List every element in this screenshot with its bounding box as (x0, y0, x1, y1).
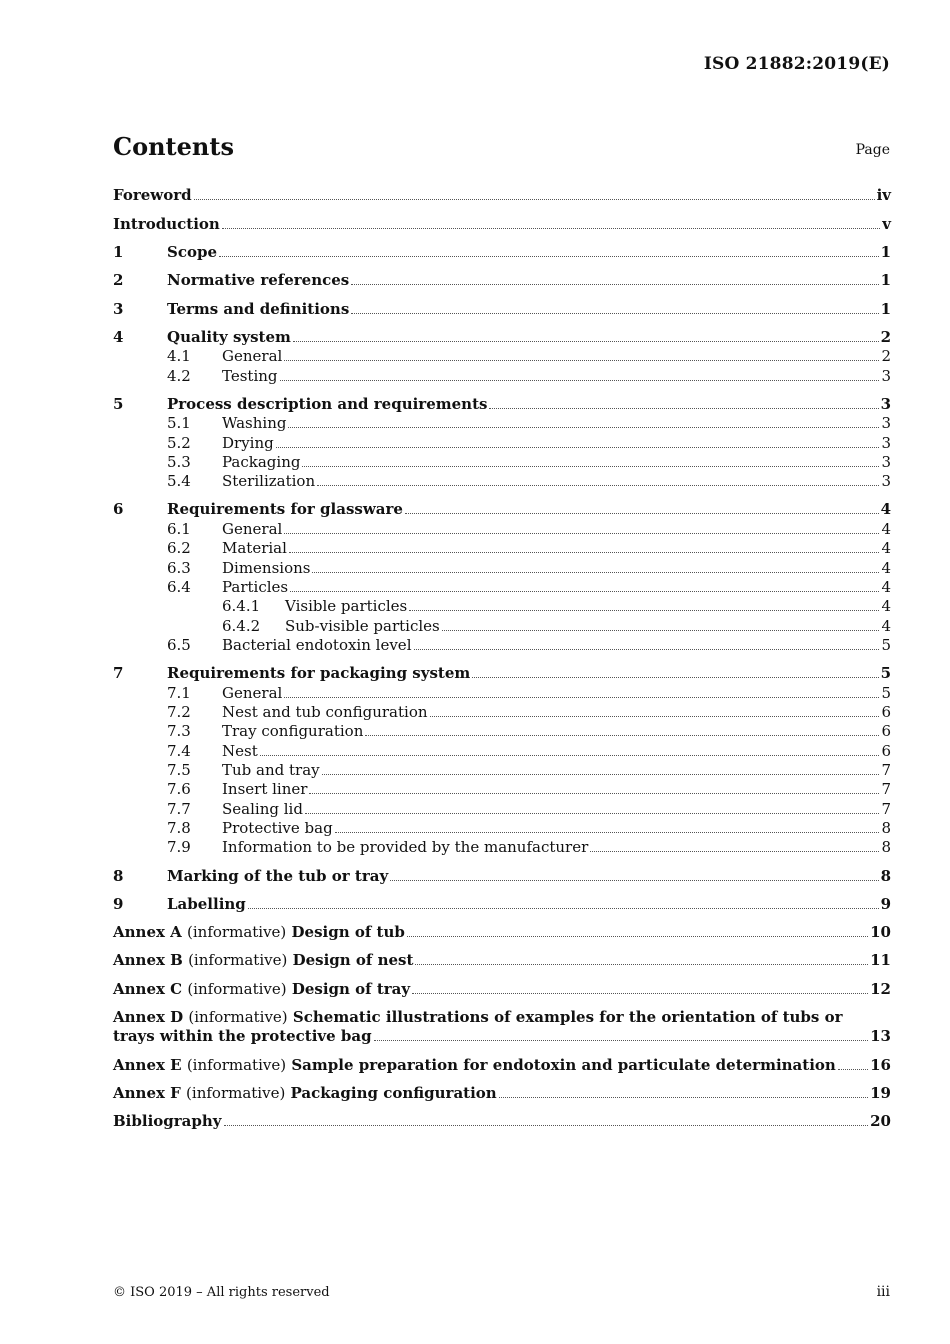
toc-leader (322, 773, 880, 775)
annex-label: Annex F (113, 1084, 181, 1103)
toc-entry-9[interactable] (113, 886, 891, 914)
toc-leader (219, 255, 879, 257)
page-number: iii (876, 1284, 890, 1300)
toc-title: Information to be provided by the manufacturer (222, 838, 589, 857)
toc-leader (305, 812, 880, 814)
annex-kind: (informative) (186, 1055, 287, 1074)
toc-title: Requirements for glassware (167, 500, 403, 519)
toc-number: 7 (113, 664, 124, 683)
toc-entry-8[interactable] (113, 857, 891, 885)
toc-title: Particles (222, 577, 289, 596)
toc-page: 5 (881, 635, 891, 654)
toc-entry-7-9[interactable] (113, 838, 891, 857)
toc-leader (430, 715, 880, 717)
toc-title: Process description and requirements (167, 394, 488, 413)
toc-page: 1 (880, 271, 891, 290)
toc-title: Foreword (113, 186, 192, 205)
toc-page: 4 (881, 558, 891, 577)
toc-number: 6.5 (167, 635, 191, 654)
toc-number: 5 (113, 394, 124, 413)
toc-page: 7 (881, 760, 891, 779)
toc-page: 2 (880, 327, 891, 346)
toc-title: Marking of the tub or tray (167, 866, 389, 885)
toc-page: 5 (880, 664, 891, 683)
toc-title: Design of tray (291, 979, 411, 998)
toc-leader (293, 340, 879, 342)
toc-entry-5[interactable] (113, 386, 891, 414)
toc-entry-4-2[interactable] (113, 366, 891, 385)
toc-title: Design of tub (291, 923, 405, 942)
annex-label: Annex D (113, 1007, 184, 1026)
toc-entry-7-7[interactable] (113, 799, 891, 818)
toc-title: Protective bag (222, 818, 333, 837)
toc-number: 6 (113, 500, 124, 519)
toc-leader (260, 754, 880, 756)
toc-leader (288, 426, 879, 428)
toc-title: Nest (222, 741, 258, 760)
toc-leader (412, 992, 868, 994)
toc-title: Packaging configuration (290, 1084, 497, 1103)
toc-leader (499, 1096, 868, 1098)
toc-leader (590, 850, 879, 852)
toc-leader (407, 935, 868, 937)
toc-page: 4 (881, 616, 891, 635)
toc-page: 4 (880, 500, 891, 519)
toc-page: 3 (881, 433, 891, 452)
toc-number: 6.4.1 (222, 597, 261, 616)
toc-title: Requirements for packaging system (167, 664, 471, 683)
toc-leader (390, 879, 878, 881)
toc-leader (194, 198, 875, 200)
toc-page: 6 (881, 702, 891, 721)
table-of-contents (113, 186, 891, 1131)
toc-title: General (222, 519, 283, 538)
toc-leader (405, 512, 879, 514)
toc-entry-5-4[interactable] (113, 472, 891, 491)
contents-title: Contents (113, 132, 234, 161)
toc-page: 6 (881, 722, 891, 741)
toc-entry-annex-d[interactable] (113, 999, 891, 1046)
toc-page: 7 (881, 780, 891, 799)
toc-page: 4 (881, 519, 891, 538)
toc-page: 4 (881, 539, 891, 558)
annex-kind: (informative) (186, 1084, 286, 1103)
toc-page: 8 (880, 866, 891, 885)
toc-entry-4[interactable] (113, 319, 891, 347)
toc-title: Visible particles (285, 597, 408, 616)
toc-entry-5-2[interactable] (113, 433, 891, 452)
toc-title: Bibliography (113, 1112, 222, 1131)
toc-entry-6-2[interactable] (113, 539, 891, 558)
toc-leader (442, 629, 880, 631)
toc-entry-1[interactable] (113, 234, 891, 262)
toc-page: 13 (870, 1026, 891, 1045)
toc-page: 3 (881, 452, 891, 471)
toc-number: 7.7 (167, 799, 191, 818)
toc-number: 7.8 (167, 818, 191, 837)
toc-entry-annex-f[interactable] (113, 1075, 891, 1103)
toc-leader (312, 571, 879, 573)
toc-number: 7.9 (167, 838, 191, 857)
toc-title: Washing (222, 414, 287, 433)
toc-number: 7.3 (167, 722, 191, 741)
toc-number: 7.1 (167, 683, 191, 702)
toc-title: Labelling (167, 894, 246, 913)
toc-title: Nest and tub configuration (222, 702, 428, 721)
annex-kind: (informative) (188, 951, 288, 970)
toc-page: 7 (881, 799, 891, 818)
toc-page: 8 (881, 818, 891, 837)
toc-entry-foreword[interactable] (113, 186, 891, 205)
toc-entry-7[interactable] (113, 655, 891, 683)
toc-number: 3 (113, 299, 124, 318)
toc-page: 3 (880, 394, 891, 413)
toc-page: 3 (881, 366, 891, 385)
toc-page: 11 (870, 951, 891, 970)
toc-page: 9 (880, 894, 891, 913)
toc-entry-6-3[interactable] (113, 558, 891, 577)
annex-label: Annex A (113, 923, 182, 942)
toc-leader (248, 907, 879, 909)
toc-title: Normative references (167, 271, 350, 290)
toc-number: 7.4 (167, 741, 191, 760)
annex-kind: (informative) (188, 1007, 288, 1026)
toc-title: Design of nest (292, 951, 414, 970)
toc-leader (415, 963, 868, 965)
toc-leader (302, 465, 879, 467)
toc-number: 9 (113, 894, 124, 913)
document-id: ISO 21882:2019(E) (703, 54, 890, 74)
toc-leader (224, 1124, 869, 1126)
toc-leader (472, 676, 878, 678)
annex-label: Annex B (113, 951, 183, 970)
toc-number: 7.5 (167, 760, 191, 779)
toc-title-line1: Schematic illustrations of examples for the orientation of tubs or (292, 1007, 843, 1026)
toc-leader (280, 379, 880, 381)
toc-leader (489, 407, 878, 409)
toc-entry-6-5[interactable] (113, 636, 891, 655)
annex-label: Annex E (113, 1055, 182, 1074)
toc-title: Material (222, 539, 287, 558)
toc-number: 5.2 (167, 433, 191, 452)
toc-page: 3 (881, 414, 891, 433)
toc-page: 3 (881, 472, 891, 491)
toc-title: General (222, 347, 283, 366)
toc-leader (284, 532, 879, 534)
toc-entry-annex-a[interactable] (113, 914, 891, 942)
toc-title: Packaging (222, 452, 301, 471)
toc-page: 4 (881, 597, 891, 616)
toc-leader (276, 446, 880, 448)
toc-number: 8 (113, 866, 124, 885)
toc-entry-6-4[interactable] (113, 578, 891, 597)
toc-title: Dimensions (222, 558, 311, 577)
toc-page: 19 (870, 1084, 891, 1103)
toc-title: Sub-visible particles (285, 616, 440, 635)
toc-title: Sealing lid (222, 799, 303, 818)
toc-entry-4-1[interactable] (113, 347, 891, 366)
toc-entry-6[interactable] (113, 491, 891, 519)
toc-title: Scope (167, 242, 218, 261)
toc-page: 4 (881, 577, 891, 596)
toc-entry-7-3[interactable] (113, 722, 891, 741)
page-column-label: Page (855, 142, 890, 158)
toc-number: 2 (113, 271, 124, 290)
toc-entry-6-4-1[interactable] (113, 597, 891, 616)
toc-leader (309, 792, 879, 794)
toc-entry-annex-b[interactable] (113, 942, 891, 970)
toc-number: 5.1 (167, 414, 191, 433)
toc-entry-introduction[interactable] (113, 205, 891, 233)
toc-number: 7.2 (167, 702, 191, 721)
toc-entry-annex-c[interactable] (113, 970, 891, 998)
toc-number: 1 (113, 242, 124, 261)
toc-leader (290, 590, 879, 592)
toc-leader (414, 648, 880, 650)
toc-title-line2: trays within the protective bag (113, 1026, 372, 1045)
toc-number: 6.2 (167, 539, 191, 558)
toc-entry-7-2[interactable] (113, 703, 891, 722)
toc-title: Testing (222, 366, 278, 385)
toc-entry-7-4[interactable] (113, 741, 891, 760)
toc-leader (222, 227, 880, 229)
toc-leader (374, 1039, 869, 1041)
toc-page: 10 (870, 923, 891, 942)
toc-entry-6-1[interactable] (113, 519, 891, 538)
toc-number: 4 (113, 327, 124, 346)
toc-title: Sample preparation for endotoxin and particulate determination (291, 1055, 836, 1074)
toc-entry-5-3[interactable] (113, 453, 891, 472)
toc-number: 6.4 (167, 577, 191, 596)
toc-entry-bibliography[interactable] (113, 1103, 891, 1131)
toc-entry-7-5[interactable] (113, 761, 891, 780)
toc-entry-7-8[interactable] (113, 819, 891, 838)
toc-number: 5.3 (167, 452, 191, 471)
toc-title: Bacterial endotoxin level (222, 635, 412, 654)
toc-page: 12 (870, 979, 891, 998)
toc-entry-6-4-2[interactable] (113, 616, 891, 635)
toc-number: 5.4 (167, 472, 191, 491)
toc-leader (289, 551, 880, 553)
toc-number: 4.2 (167, 366, 191, 385)
toc-entry-2[interactable] (113, 262, 891, 290)
toc-page: 2 (881, 347, 891, 366)
toc-number: 6.4.2 (222, 616, 261, 635)
toc-page: iv (876, 186, 891, 205)
toc-leader (284, 359, 879, 361)
toc-entry-5-1[interactable] (113, 414, 891, 433)
toc-title: Tray configuration (222, 722, 364, 741)
toc-entry-3[interactable] (113, 290, 891, 318)
toc-title: Tub and tray (222, 760, 320, 779)
toc-title: General (222, 683, 283, 702)
toc-leader (317, 484, 879, 486)
toc-page: 16 (870, 1055, 891, 1074)
annex-kind: (informative) (187, 979, 287, 998)
toc-title: Introduction (113, 214, 220, 233)
toc-leader (838, 1068, 868, 1070)
toc-number: 4.1 (167, 347, 191, 366)
toc-leader (351, 283, 878, 285)
toc-page: 5 (881, 683, 891, 702)
toc-page: 6 (881, 741, 891, 760)
toc-title: Insert liner (222, 780, 308, 799)
toc-title: Drying (222, 433, 274, 452)
toc-title: Sterilization (222, 472, 316, 491)
toc-number: 7.6 (167, 780, 191, 799)
toc-entry-7-6[interactable] (113, 780, 891, 799)
toc-number: 6.1 (167, 519, 191, 538)
toc-leader (335, 831, 880, 833)
annex-label: Annex C (113, 979, 183, 998)
toc-leader (351, 312, 878, 314)
toc-page: 1 (880, 242, 891, 261)
toc-leader (409, 609, 879, 611)
toc-title: Quality system (167, 327, 291, 346)
toc-page: v (882, 214, 891, 233)
toc-page: 1 (880, 299, 891, 318)
toc-leader (365, 734, 879, 736)
toc-leader (284, 696, 879, 698)
annex-kind: (informative) (187, 923, 287, 942)
toc-title: Terms and definitions (167, 299, 350, 318)
toc-entry-annex-e[interactable] (113, 1046, 891, 1075)
toc-page: 8 (881, 838, 891, 857)
toc-entry-7-1[interactable] (113, 683, 891, 702)
copyright-notice: © ISO 2019 – All rights reserved (113, 1285, 330, 1300)
toc-page: 20 (870, 1112, 891, 1131)
toc-number: 6.3 (167, 558, 191, 577)
